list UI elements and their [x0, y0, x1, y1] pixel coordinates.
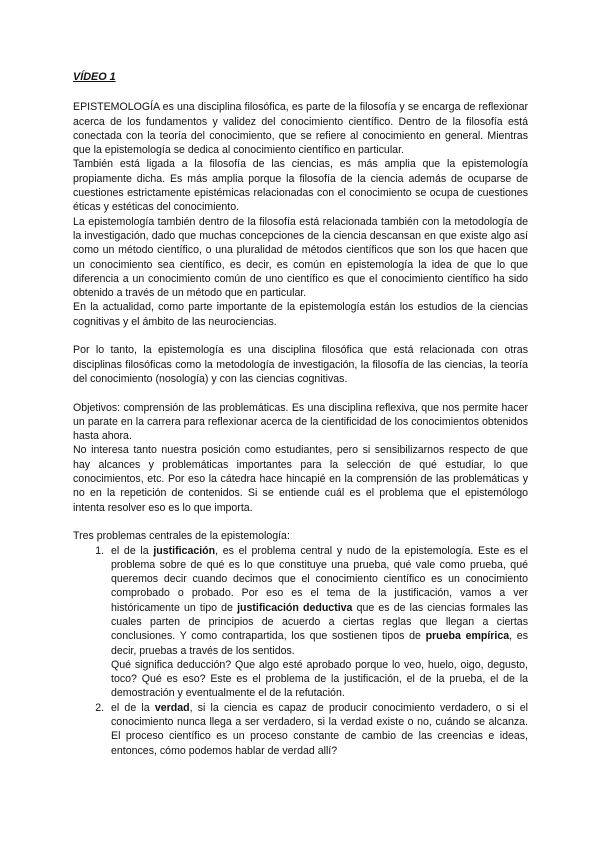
document-title: VÍDEO 1 — [73, 71, 116, 83]
problem1-text-3: que es de las ciencias formales las cuales parten de principios de acuerdo a ciertas reglas que llegan a ciertas conclusiones. Y como contrapartida, los que sostienen tipos de — [111, 601, 528, 643]
problem1-bold-justificacion: justificación — [153, 544, 216, 557]
problem2-text-2: , si la ciencia es capaz de producir conocimiento verdadero, o si el conocimiento nunca llega a ser verdadero, si la verdad existe o no, cuándo se alcanza. El proceso científico es un proceso constante de cambio de las creencias e ideas, entonces, cómo podemos hablar de verdad allí? — [111, 701, 528, 757]
problem2-text-1: el de la — [111, 701, 155, 714]
intro-paragraph-1: EPISTEMOLOGÍA es una disciplina filosófica, es parte de la filosofía y se encarga de reflexionar acerca de los fundamentos y validez del conocimiento científico. Dentro de la filosofía está conectada con la teoría del conocimiento, que se refiere al conocimiento en general. Mientras que la epistemología se dedica al conocimiento científico en particular. — [73, 101, 528, 157]
problem1-bold-justificacion-deductiva: justificación deductiva — [237, 601, 353, 614]
objectives-paragraph-2: No interesa tanto nuestra posición como estudiantes, pero si sensibilizarnos respecto de que hay alcances y problemáticas importantes para la selección de qué estudiar, lo que conocimientos, etc. Por eso la cátedra hace hincapié en la comprensión de las problemáticas y no en la repetición de contenidos. Si se entiende cuál es el problema que el epistemólogo intenta resolver eso es lo que importa. — [73, 444, 528, 514]
problem1-text-2: , es el problema central y nudo de la epistemología. Este es el problema sobre de qué es lo que constituye una prueba, qué vale como prueba, qué queremos decir cuando decimos que el conocimiento científico es un conocimiento comprobado o probado. Por eso es el tema de la justificación, vamos a ver históricamente un tipo de — [111, 544, 528, 614]
summary-paragraph: Por lo tanto, la epistemología es una disciplina filosófica que está relacionada con otras disciplinas filosóficas como la metodología de investigación, la filosofía de las ciencias, la teoría del conocimiento (nosología) y con las ciencias cognitivas. — [73, 344, 528, 385]
problem1-extra-paragraph: Qué significa deducción? Que algo esté aprobado porque lo veo, huelo, oigo, degusto, toco? Qué es eso? Este es el problema de la justificación, el de la prueba, el de la demostración y eventualmente el de la refutación. — [111, 658, 528, 700]
objectives-paragraph-1: Objetivos: comprensión de las problemáticas. Es una disciplina reflexiva, que nos permite hacer un parate en la carrera para reflexionar acerca de la cientificidad de los conocimientos obtenidos hasta ahora. — [73, 401, 528, 443]
intro-paragraph-2: También está ligada a la filosofía de las ciencias, es más amplia que la epistemología propiamente dicha. Es más amplia porque la filosofía de la ciencia además de ocuparse de cuestiones estrictamente epistémicas relacionadas con el conocimiento se ocupa de cuestiones éticas y estéticas del conocimiento. — [73, 158, 528, 214]
problem1-bold-prueba-empirica: prueba empírica — [425, 630, 510, 643]
problem-item-justification — [107, 544, 528, 701]
problems-list — [73, 544, 528, 758]
intro-paragraph-3: La epistemología también dentro de la filosofía está relacionada también con la metodología de la investigación, dado que muchas concepciones de la ciencia descansan en que existe algo así como un método científico, o una pluralidad de métodos científicos que son los que hacen que un conocimiento sea científico, es decir, es común en epistemología la idea de que lo que diferencia a un conocimiento común de uno científico es que el conocimiento científico ha sido obtenido a través de un método que en particular. — [73, 215, 528, 300]
problem1-text-4: , es decir, pruebas a través de los sentidos. — [111, 630, 528, 657]
problem-item-truth — [107, 701, 528, 758]
problem1-text-1: el de la — [111, 544, 154, 557]
problem2-bold-verdad: verdad — [154, 701, 190, 714]
intro-paragraph-4: En la actualidad, como parte importante de la epistemología están los estudios de la ciencias cognitivas y el ámbito de las neurociencias. — [73, 301, 528, 328]
problems-heading: Tres problemas centrales de la epistemología: — [73, 530, 290, 543]
